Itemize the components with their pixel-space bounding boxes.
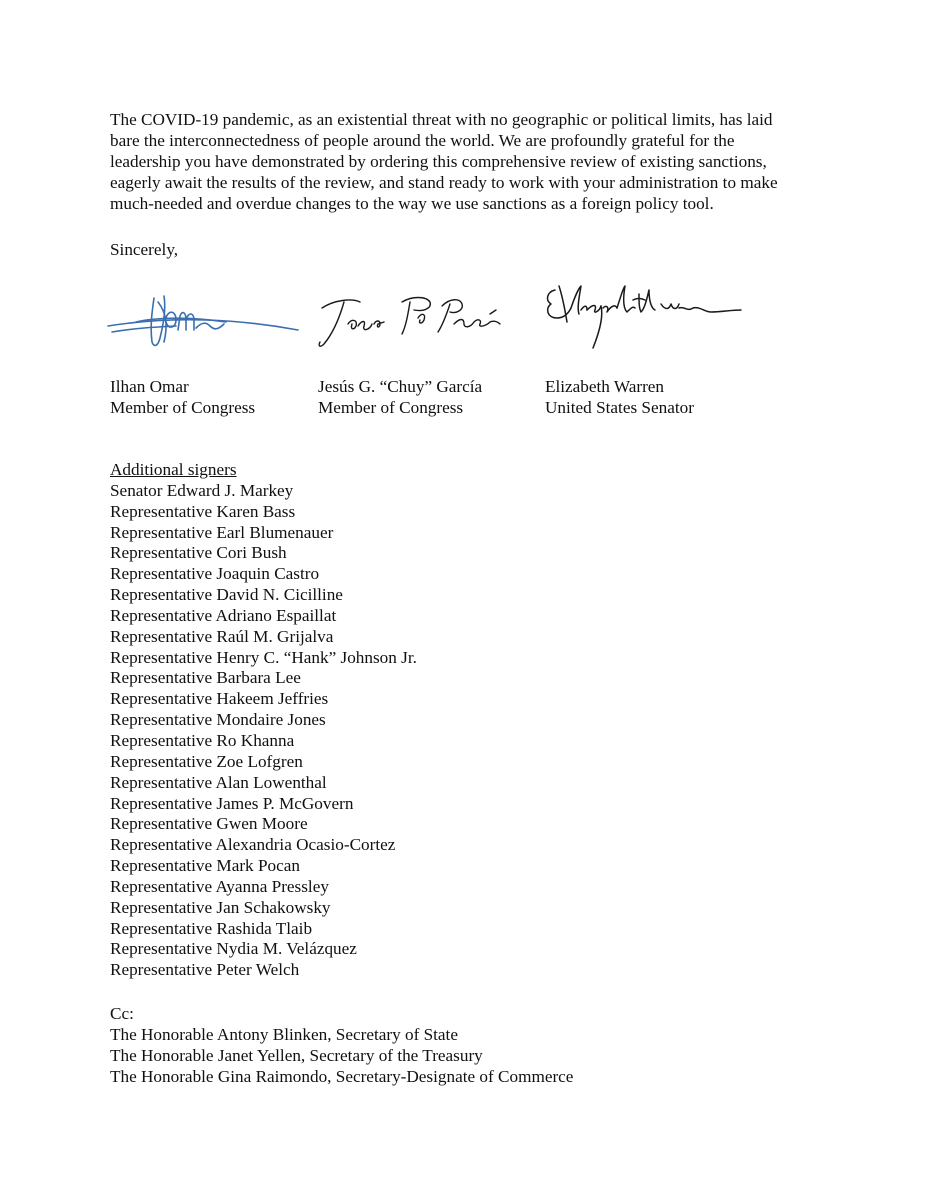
list-item: Representative Cori Bush xyxy=(110,543,287,563)
additional-signers-list xyxy=(110,481,417,981)
list-item: Representative Adriano Espaillat xyxy=(110,605,337,625)
list-item: Representative Alexandria Ocasio-Cortez xyxy=(110,835,396,855)
signer-name: Elizabeth Warren xyxy=(545,377,665,396)
list-item: Representative Earl Blumenauer xyxy=(110,522,334,542)
signature-garcia xyxy=(314,288,506,352)
list-item: Representative Hakeem Jeffries xyxy=(110,689,329,709)
signer-block xyxy=(545,376,694,418)
list-item: Representative Zoe Lofgren xyxy=(110,751,303,771)
cc-list xyxy=(110,1024,573,1087)
signer-title: Member of Congress xyxy=(110,398,256,417)
signature-omar xyxy=(106,282,301,354)
list-item: Senator Edward J. Markey xyxy=(110,480,294,500)
list-item: Representative James P. McGovern xyxy=(110,793,354,813)
list-item: The Honorable Janet Yellen, Secretary of the Treasury xyxy=(110,1046,483,1065)
body-line: eagerly await the results of the review, and stand ready to work with your administration to make xyxy=(110,173,778,192)
list-item: Representative Karen Bass xyxy=(110,501,296,521)
signer-block xyxy=(110,376,255,418)
list-item: Representative Gwen Moore xyxy=(110,814,308,834)
list-item: Representative Jan Schakowsky xyxy=(110,897,331,917)
list-item: Representative Nydia M. Velázquez xyxy=(110,939,357,959)
signer-block xyxy=(318,376,482,418)
signer-title: Member of Congress xyxy=(318,398,464,417)
cc-label: Cc: xyxy=(110,1004,134,1023)
body-line: The COVID-19 pandemic, as an existential threat with no geographic or political limits, has laid xyxy=(110,110,773,129)
body-line: leadership you have demonstrated by ordering this comprehensive review of existing sanctions, xyxy=(110,152,767,171)
list-item: Representative Raúl M. Grijalva xyxy=(110,626,334,646)
additional-signers-section xyxy=(110,460,417,981)
list-item: Representative Alan Lowenthal xyxy=(110,772,327,792)
body-paragraph xyxy=(110,109,840,214)
list-item: Representative Rashida Tlaib xyxy=(110,918,313,938)
list-item: Representative Peter Welch xyxy=(110,960,300,980)
list-item: Representative Barbara Lee xyxy=(110,668,301,688)
list-item: The Honorable Gina Raimondo, Secretary-Designate of Commerce xyxy=(110,1067,574,1086)
body-line: bare the interconnectedness of people around the world. We are profoundly grateful for the xyxy=(110,131,735,150)
list-item: Representative Ro Khanna xyxy=(110,730,295,750)
cc-section xyxy=(110,1003,573,1087)
signer-title: United States Senator xyxy=(545,398,694,417)
signer-name: Ilhan Omar xyxy=(110,377,189,396)
list-item: The Honorable Antony Blinken, Secretary of State xyxy=(110,1025,458,1044)
signature-warren xyxy=(541,278,746,350)
additional-signers-heading: Additional signers xyxy=(110,460,237,479)
closing: Sincerely, xyxy=(110,240,179,259)
list-item: Representative Henry C. “Hank” Johnson Jr. xyxy=(110,647,417,667)
list-item: Representative Joaquin Castro xyxy=(110,564,320,584)
list-item: Representative David N. Cicilline xyxy=(110,585,343,605)
list-item: Representative Mark Pocan xyxy=(110,856,300,876)
signer-name: Jesús G. “Chuy” García xyxy=(318,377,483,396)
list-item: Representative Mondaire Jones xyxy=(110,710,326,730)
body-line: much-needed and overdue changes to the way we use sanctions as a foreign policy tool. xyxy=(110,194,714,213)
list-item: Representative Ayanna Pressley xyxy=(110,876,329,896)
